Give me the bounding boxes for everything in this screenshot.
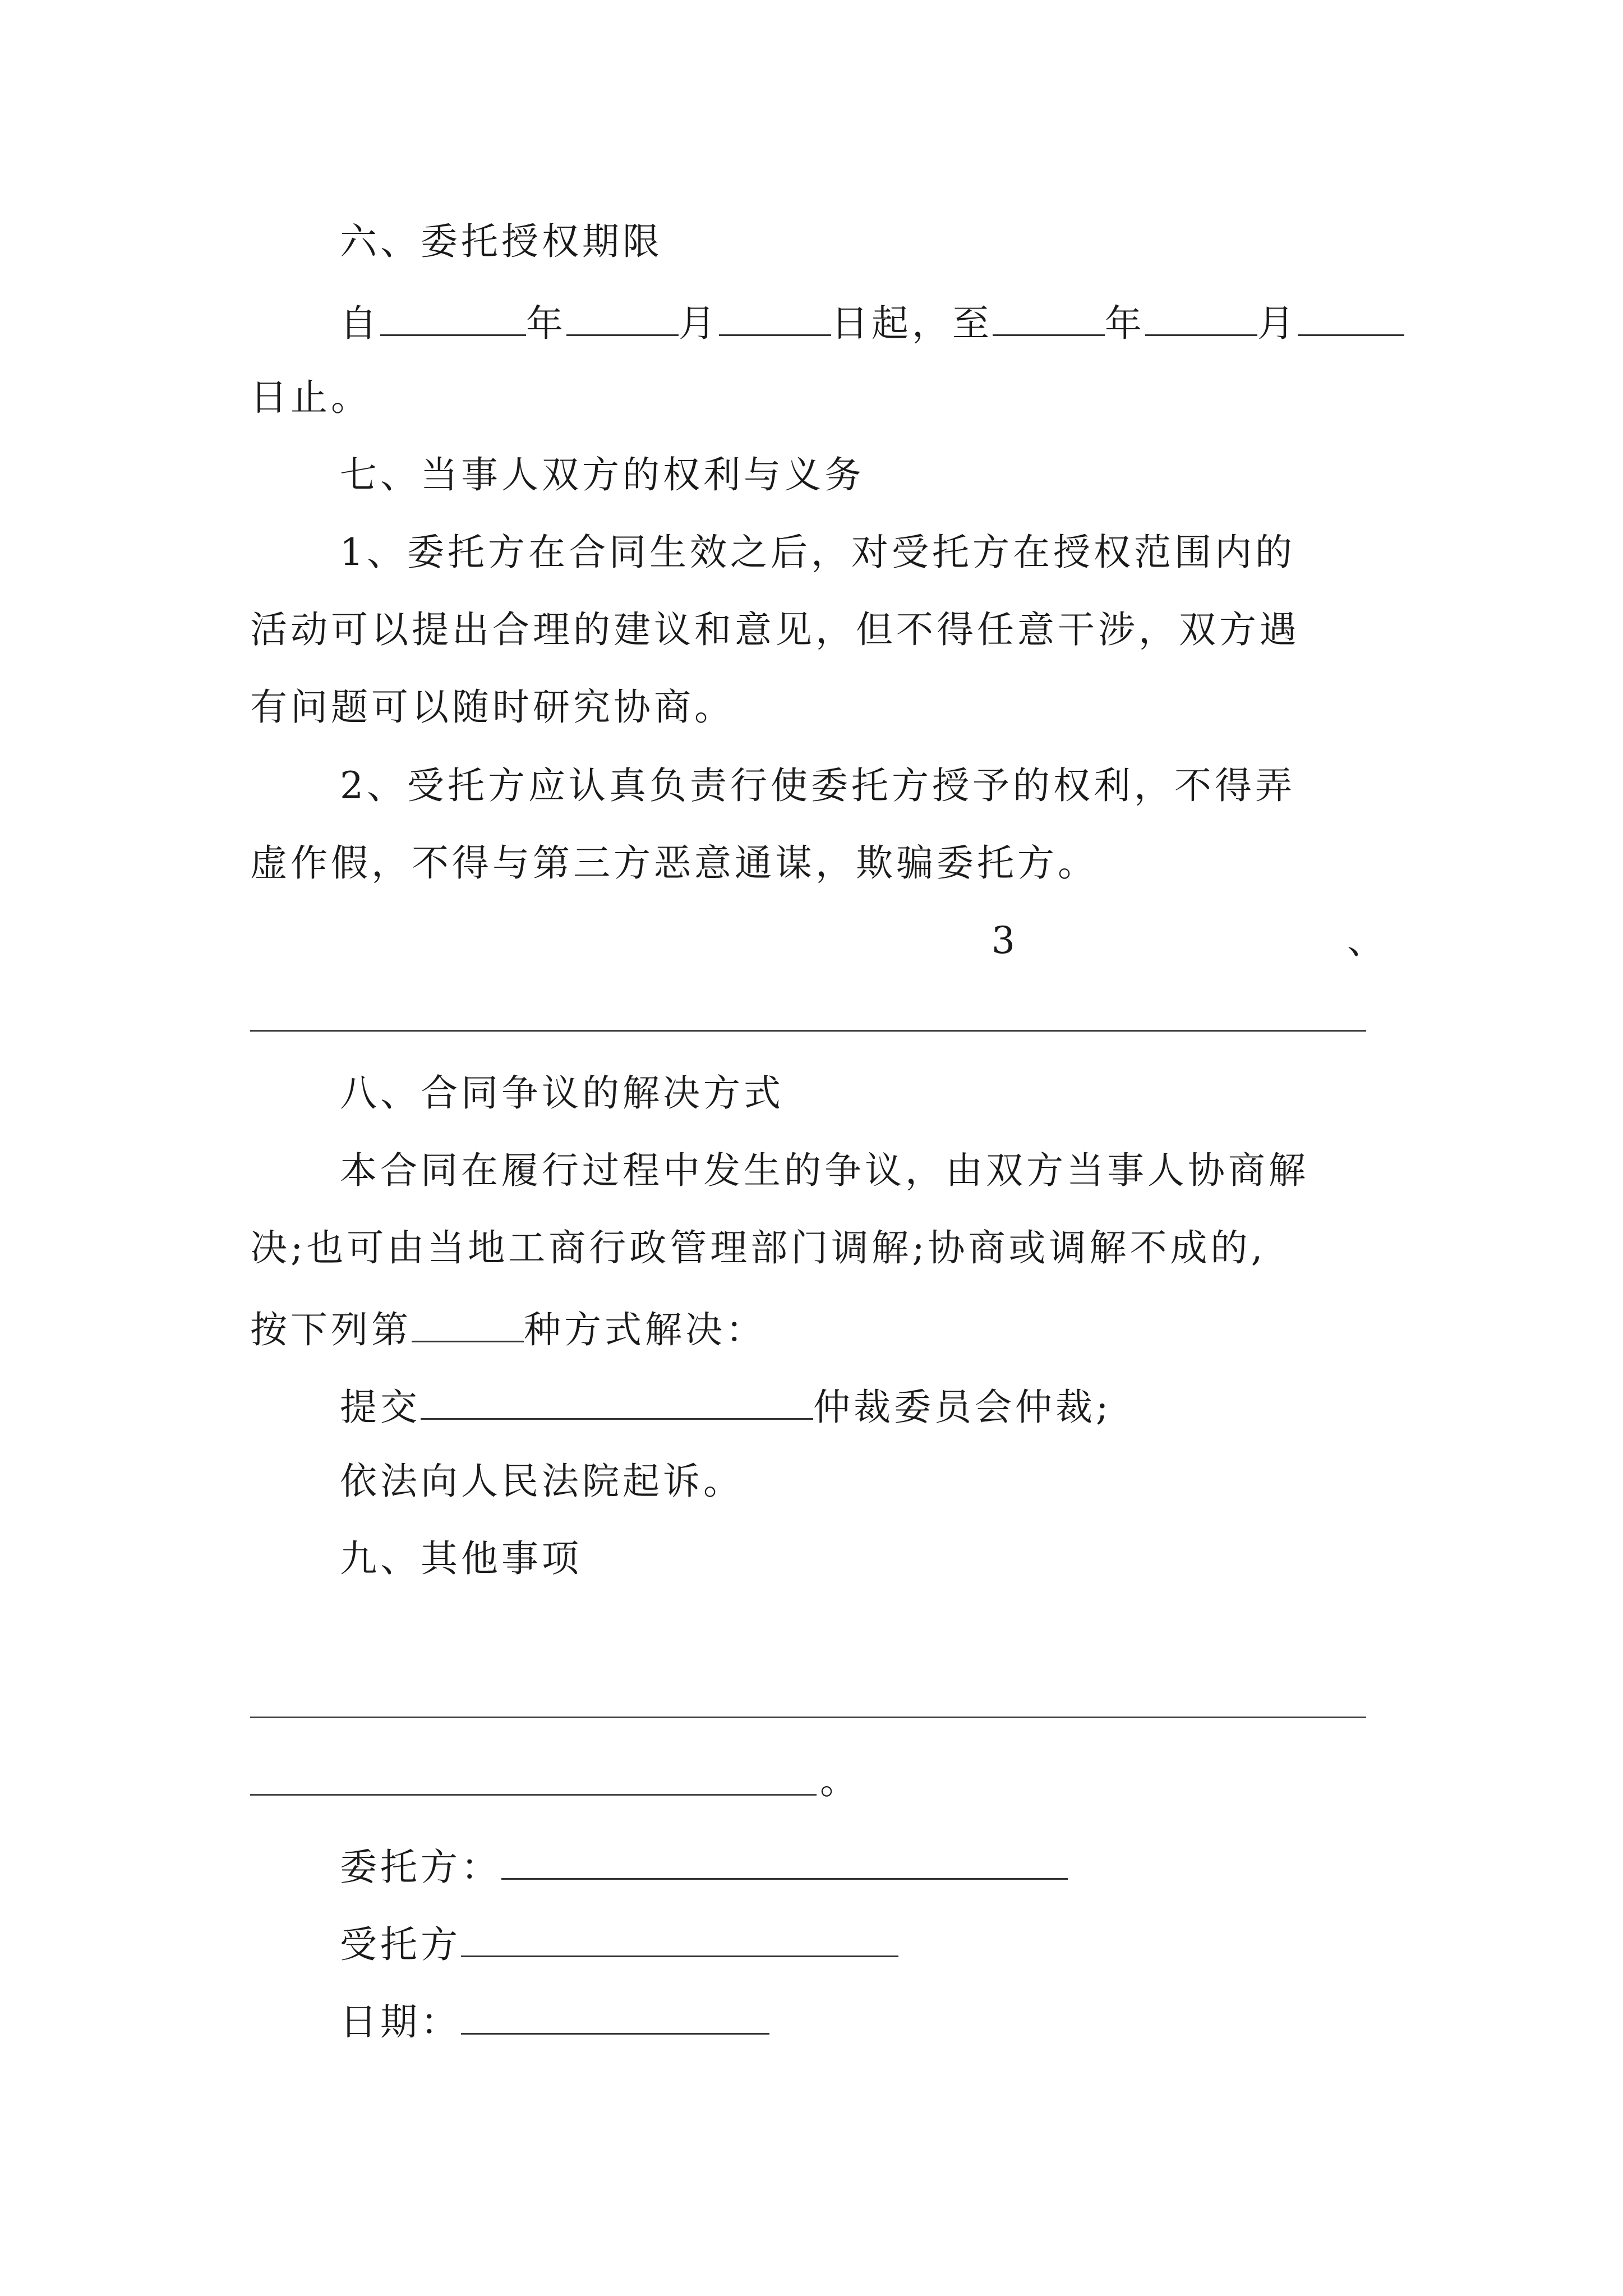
month-label: 月 [1257, 302, 1298, 345]
section-8-option2: 依法向人民法院起诉。 [340, 1460, 744, 1503]
month-label: 月 [679, 302, 719, 345]
section-9-blank-line-2[interactable] [250, 1794, 817, 1796]
section-9-blank-line-1[interactable] [250, 1717, 1366, 1718]
option1-suffix: 仲裁委员会仲裁; [813, 1386, 1112, 1429]
section-9-heading: 九、其他事项 [340, 1537, 582, 1580]
date-from-label: 自 [340, 302, 380, 345]
section-7-item2-line1: 2、受托方应认真负责行使委托方授予的权利，不得弄 [340, 764, 1295, 807]
blank-end-year[interactable] [993, 302, 1105, 336]
section-8-body-line2: 决;也可由当地工商行政管理部门调解;协商或调解不成的, [250, 1226, 1266, 1269]
choice-prefix: 按下列第 [250, 1308, 412, 1351]
blank-end-month[interactable] [1145, 302, 1257, 336]
blank-date[interactable] [461, 2000, 769, 2035]
blank-principal[interactable] [501, 1846, 1068, 1880]
signature-principal [340, 1846, 1068, 1889]
date-label: 日期： [340, 2000, 461, 2044]
blank-end-day[interactable] [1298, 302, 1404, 336]
section-6-heading: 六、委托授权期限 [340, 220, 663, 263]
section-7-item1-line2: 活动可以提出合理的建议和意见，但不得任意干涉，双方遇 [250, 608, 1300, 651]
signature-agent [340, 1923, 898, 1966]
year-label: 年 [526, 302, 566, 345]
year-label: 年 [1105, 302, 1145, 345]
section-8-option1 [340, 1386, 1112, 1429]
blank-start-day[interactable] [719, 302, 831, 336]
signature-date [340, 2000, 769, 2044]
section-7-item3-number: 3 [992, 919, 1015, 962]
section-7-item3-blank-line[interactable] [250, 1030, 1366, 1032]
option1-prefix: 提交 [340, 1386, 421, 1429]
section-9-end-mark: 。 [820, 1759, 860, 1802]
section-8-choice-line [250, 1308, 766, 1349]
section-7-item1-line3: 有问题可以随时研究协商。 [250, 685, 735, 729]
section-7-item2-line2: 虚作假，不得与第三方恶意通谋，欺骗委托方。 [250, 841, 1098, 885]
blank-start-year[interactable] [380, 302, 526, 336]
blank-choice-number[interactable] [412, 1308, 524, 1342]
section-7-item3-mark: 、 [1347, 919, 1384, 962]
section-7-heading: 七、当事人双方的权利与义务 [340, 453, 865, 496]
agent-label: 受托方 [340, 1923, 461, 1966]
principal-label: 委托方： [340, 1846, 501, 1889]
section-6-date-line [340, 302, 1404, 345]
blank-start-month[interactable] [566, 302, 679, 336]
section-8-heading: 八、合同争议的解决方式 [340, 1071, 784, 1115]
section-8-body-line1: 本合同在履行过程中发生的争议，由双方当事人协商解 [340, 1149, 1309, 1192]
date-to-label: 日起，至 [831, 302, 993, 345]
blank-arbitration-committee[interactable] [421, 1386, 813, 1420]
section-7-item1-line1: 1、委托方在合同生效之后，对受托方在授权范围内的 [340, 531, 1295, 574]
section-6-end: 日止。 [250, 376, 371, 419]
choice-suffix: 种方式解决： [524, 1308, 766, 1351]
blank-agent[interactable] [461, 1923, 898, 1957]
